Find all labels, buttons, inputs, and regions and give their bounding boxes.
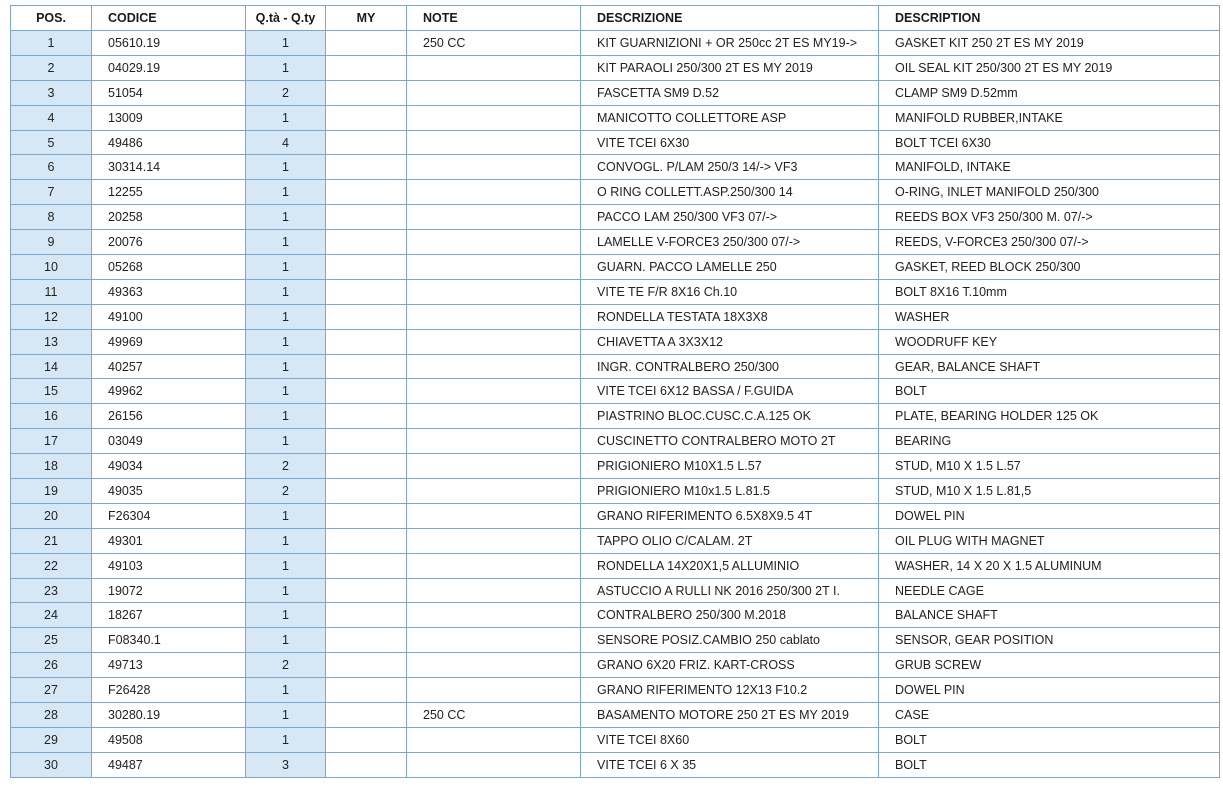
- cell-note: [407, 155, 581, 180]
- header-qty: Q.tà - Q.ty: [246, 6, 326, 31]
- cell-my: [326, 553, 407, 578]
- cell-codice: 13009: [92, 105, 246, 130]
- cell-descrizione: LAMELLE V-FORCE3 250/300 07/->: [581, 230, 879, 255]
- cell-codice: 05268: [92, 255, 246, 280]
- cell-codice: 20258: [92, 205, 246, 230]
- table-row: [11, 255, 1220, 280]
- cell-description: OIL PLUG WITH MAGNET: [879, 528, 1220, 553]
- table-row: [11, 55, 1220, 80]
- cell-codice: 05610.19: [92, 31, 246, 56]
- cell-codice: 19072: [92, 578, 246, 603]
- table-row: [11, 205, 1220, 230]
- cell-description: GEAR, BALANCE SHAFT: [879, 354, 1220, 379]
- cell-codice: F26428: [92, 678, 246, 703]
- cell-description: CASE: [879, 703, 1220, 728]
- table-row: [11, 429, 1220, 454]
- cell-descrizione: GRANO RIFERIMENTO 6.5X8X9.5 4T: [581, 503, 879, 528]
- cell-description: GASKET KIT 250 2T ES MY 2019: [879, 31, 1220, 56]
- cell-descrizione: FASCETTA SM9 D.52: [581, 80, 879, 105]
- cell-description: STUD, M10 X 1.5 L.81,5: [879, 479, 1220, 504]
- cell-codice: 49508: [92, 727, 246, 752]
- parts-table: [10, 5, 1220, 778]
- table-row: [11, 503, 1220, 528]
- cell-descrizione: CHIAVETTA A 3X3X12: [581, 329, 879, 354]
- header-row: [11, 6, 1220, 31]
- cell-codice: 49035: [92, 479, 246, 504]
- cell-pos: 17: [11, 429, 92, 454]
- cell-description: OIL SEAL KIT 250/300 2T ES MY 2019: [879, 55, 1220, 80]
- cell-my: [326, 479, 407, 504]
- cell-description: MANIFOLD, INTAKE: [879, 155, 1220, 180]
- cell-pos: 12: [11, 304, 92, 329]
- cell-description: SENSOR, GEAR POSITION: [879, 628, 1220, 653]
- cell-pos: 22: [11, 553, 92, 578]
- cell-pos: 1: [11, 31, 92, 56]
- cell-pos: 18: [11, 454, 92, 479]
- cell-description: WOODRUFF KEY: [879, 329, 1220, 354]
- cell-codice: 51054: [92, 80, 246, 105]
- table-row: [11, 230, 1220, 255]
- header-pos: POS.: [11, 6, 92, 31]
- cell-descrizione: VITE TCEI 8X60: [581, 727, 879, 752]
- cell-description: CLAMP SM9 D.52mm: [879, 80, 1220, 105]
- cell-description: PLATE, BEARING HOLDER 125 OK: [879, 404, 1220, 429]
- cell-descrizione: PIASTRINO BLOC.CUSC.C.A.125 OK: [581, 404, 879, 429]
- cell-descrizione: GRANO RIFERIMENTO 12X13 F10.2: [581, 678, 879, 703]
- cell-note: [407, 55, 581, 80]
- cell-note: [407, 80, 581, 105]
- cell-description: BOLT: [879, 727, 1220, 752]
- cell-my: [326, 379, 407, 404]
- cell-codice: 26156: [92, 404, 246, 429]
- header-note: NOTE: [407, 6, 581, 31]
- cell-my: [326, 528, 407, 553]
- cell-description: WASHER: [879, 304, 1220, 329]
- cell-note: [407, 727, 581, 752]
- cell-description: NEEDLE CAGE: [879, 578, 1220, 603]
- cell-note: [407, 205, 581, 230]
- cell-qty: 1: [246, 180, 326, 205]
- cell-pos: 2: [11, 55, 92, 80]
- cell-pos: 28: [11, 703, 92, 728]
- cell-my: [326, 329, 407, 354]
- cell-pos: 25: [11, 628, 92, 653]
- cell-note: 250 CC: [407, 703, 581, 728]
- cell-pos: 23: [11, 578, 92, 603]
- cell-note: [407, 105, 581, 130]
- cell-my: [326, 205, 407, 230]
- cell-note: [407, 130, 581, 155]
- table-body: [11, 31, 1220, 778]
- cell-pos: 4: [11, 105, 92, 130]
- cell-my: [326, 279, 407, 304]
- cell-qty: 4: [246, 130, 326, 155]
- cell-pos: 24: [11, 603, 92, 628]
- cell-description: MANIFOLD RUBBER,INTAKE: [879, 105, 1220, 130]
- cell-codice: 49100: [92, 304, 246, 329]
- cell-descrizione: TAPPO OLIO C/CALAM. 2T: [581, 528, 879, 553]
- cell-my: [326, 678, 407, 703]
- cell-pos: 7: [11, 180, 92, 205]
- cell-my: [326, 105, 407, 130]
- cell-note: [407, 628, 581, 653]
- cell-pos: 26: [11, 653, 92, 678]
- table-row: [11, 354, 1220, 379]
- cell-qty: 1: [246, 105, 326, 130]
- cell-description: BEARING: [879, 429, 1220, 454]
- cell-note: [407, 553, 581, 578]
- cell-codice: 49301: [92, 528, 246, 553]
- cell-pos: 19: [11, 479, 92, 504]
- cell-descrizione: PRIGIONIERO M10x1.5 L.81.5: [581, 479, 879, 504]
- cell-qty: 1: [246, 55, 326, 80]
- cell-codice: 04029.19: [92, 55, 246, 80]
- cell-codice: 49713: [92, 653, 246, 678]
- cell-qty: 1: [246, 727, 326, 752]
- cell-codice: 30314.14: [92, 155, 246, 180]
- table-row: [11, 155, 1220, 180]
- cell-qty: 2: [246, 479, 326, 504]
- cell-descrizione: ASTUCCIO A RULLI NK 2016 250/300 2T I.: [581, 578, 879, 603]
- cell-description: BOLT 8X16 T.10mm: [879, 279, 1220, 304]
- cell-my: [326, 255, 407, 280]
- table-row: [11, 329, 1220, 354]
- table-row: [11, 130, 1220, 155]
- cell-note: [407, 479, 581, 504]
- cell-note: [407, 180, 581, 205]
- cell-qty: 1: [246, 429, 326, 454]
- cell-description: BOLT: [879, 379, 1220, 404]
- cell-qty: 2: [246, 454, 326, 479]
- cell-my: [326, 454, 407, 479]
- cell-codice: 49962: [92, 379, 246, 404]
- cell-pos: 6: [11, 155, 92, 180]
- cell-descrizione: CONTRALBERO 250/300 M.2018: [581, 603, 879, 628]
- cell-qty: 1: [246, 329, 326, 354]
- cell-pos: 5: [11, 130, 92, 155]
- table-row: [11, 80, 1220, 105]
- cell-codice: F08340.1: [92, 628, 246, 653]
- cell-qty: 1: [246, 354, 326, 379]
- cell-description: STUD, M10 X 1.5 L.57: [879, 454, 1220, 479]
- cell-pos: 11: [11, 279, 92, 304]
- cell-description: BOLT TCEI 6X30: [879, 130, 1220, 155]
- cell-note: [407, 329, 581, 354]
- cell-my: [326, 55, 407, 80]
- cell-description: DOWEL PIN: [879, 678, 1220, 703]
- cell-description: BALANCE SHAFT: [879, 603, 1220, 628]
- cell-my: [326, 703, 407, 728]
- table-row: [11, 653, 1220, 678]
- cell-note: [407, 454, 581, 479]
- cell-qty: 3: [246, 752, 326, 777]
- cell-descrizione: VITE TE F/R 8X16 Ch.10: [581, 279, 879, 304]
- cell-qty: 1: [246, 578, 326, 603]
- header-codice: CODICE: [92, 6, 246, 31]
- cell-description: BOLT: [879, 752, 1220, 777]
- cell-descrizione: VITE TCEI 6 X 35: [581, 752, 879, 777]
- cell-descrizione: CUSCINETTO CONTRALBERO MOTO 2T: [581, 429, 879, 454]
- cell-qty: 1: [246, 628, 326, 653]
- cell-description: WASHER, 14 X 20 X 1.5 ALUMINUM: [879, 553, 1220, 578]
- cell-note: [407, 578, 581, 603]
- cell-qty: 2: [246, 80, 326, 105]
- cell-qty: 1: [246, 703, 326, 728]
- cell-my: [326, 155, 407, 180]
- cell-pos: 16: [11, 404, 92, 429]
- cell-my: [326, 304, 407, 329]
- cell-my: [326, 503, 407, 528]
- cell-qty: 1: [246, 255, 326, 280]
- table-row: [11, 105, 1220, 130]
- cell-descrizione: O RING COLLETT.ASP.250/300 14: [581, 180, 879, 205]
- cell-qty: 1: [246, 304, 326, 329]
- cell-pos: 20: [11, 503, 92, 528]
- cell-note: [407, 653, 581, 678]
- cell-my: [326, 230, 407, 255]
- cell-note: [407, 503, 581, 528]
- header-descrizione: DESCRIZIONE: [581, 6, 879, 31]
- cell-pos: 21: [11, 528, 92, 553]
- cell-qty: 1: [246, 31, 326, 56]
- cell-descrizione: CONVOGL. P/LAM 250/3 14/-> VF3: [581, 155, 879, 180]
- cell-descrizione: INGR. CONTRALBERO 250/300: [581, 354, 879, 379]
- cell-pos: 10: [11, 255, 92, 280]
- cell-codice: 49486: [92, 130, 246, 155]
- cell-description: DOWEL PIN: [879, 503, 1220, 528]
- table-row: [11, 603, 1220, 628]
- cell-note: [407, 279, 581, 304]
- cell-codice: 40257: [92, 354, 246, 379]
- cell-codice: 03049: [92, 429, 246, 454]
- cell-description: REEDS, V-FORCE3 250/300 07/->: [879, 230, 1220, 255]
- cell-my: [326, 180, 407, 205]
- cell-description: GASKET, REED BLOCK 250/300: [879, 255, 1220, 280]
- cell-qty: 1: [246, 379, 326, 404]
- cell-my: [326, 628, 407, 653]
- cell-my: [326, 429, 407, 454]
- cell-note: [407, 528, 581, 553]
- cell-my: [326, 752, 407, 777]
- cell-note: [407, 603, 581, 628]
- cell-qty: 1: [246, 553, 326, 578]
- cell-my: [326, 603, 407, 628]
- cell-my: [326, 727, 407, 752]
- table-row: [11, 31, 1220, 56]
- table-row: [11, 304, 1220, 329]
- cell-descrizione: VITE TCEI 6X30: [581, 130, 879, 155]
- table-row: [11, 479, 1220, 504]
- table-row: [11, 727, 1220, 752]
- cell-descrizione: PACCO LAM 250/300 VF3 07/->: [581, 205, 879, 230]
- cell-pos: 9: [11, 230, 92, 255]
- cell-my: [326, 653, 407, 678]
- cell-descrizione: RONDELLA 14X20X1,5 ALLUMINIO: [581, 553, 879, 578]
- cell-codice: 30280.19: [92, 703, 246, 728]
- cell-note: [407, 379, 581, 404]
- table-row: [11, 528, 1220, 553]
- cell-descrizione: KIT GUARNIZIONI + OR 250cc 2T ES MY19->: [581, 31, 879, 56]
- cell-descrizione: RONDELLA TESTATA 18X3X8: [581, 304, 879, 329]
- cell-descrizione: SENSORE POSIZ.CAMBIO 250 cablato: [581, 628, 879, 653]
- parts-table-container: [10, 5, 1220, 778]
- cell-codice: F26304: [92, 503, 246, 528]
- cell-pos: 13: [11, 329, 92, 354]
- cell-note: [407, 354, 581, 379]
- cell-descrizione: VITE TCEI 6X12 BASSA / F.GUIDA: [581, 379, 879, 404]
- cell-description: GRUB SCREW: [879, 653, 1220, 678]
- cell-qty: 1: [246, 404, 326, 429]
- table-row: [11, 578, 1220, 603]
- cell-qty: 1: [246, 205, 326, 230]
- table-row: [11, 279, 1220, 304]
- cell-pos: 30: [11, 752, 92, 777]
- cell-note: [407, 230, 581, 255]
- cell-qty: 1: [246, 603, 326, 628]
- cell-my: [326, 354, 407, 379]
- cell-qty: 1: [246, 230, 326, 255]
- cell-my: [326, 130, 407, 155]
- cell-my: [326, 578, 407, 603]
- cell-codice: 20076: [92, 230, 246, 255]
- cell-codice: 49969: [92, 329, 246, 354]
- cell-note: [407, 255, 581, 280]
- cell-codice: 49363: [92, 279, 246, 304]
- cell-note: [407, 678, 581, 703]
- cell-pos: 27: [11, 678, 92, 703]
- cell-codice: 49487: [92, 752, 246, 777]
- table-row: [11, 379, 1220, 404]
- cell-qty: 1: [246, 678, 326, 703]
- cell-my: [326, 80, 407, 105]
- cell-pos: 14: [11, 354, 92, 379]
- table-row: [11, 180, 1220, 205]
- cell-codice: 12255: [92, 180, 246, 205]
- cell-qty: 1: [246, 528, 326, 553]
- table-row: [11, 404, 1220, 429]
- cell-descrizione: GUARN. PACCO LAMELLE 250: [581, 255, 879, 280]
- table-row: [11, 703, 1220, 728]
- table-row: [11, 454, 1220, 479]
- table-row: [11, 628, 1220, 653]
- table-row: [11, 678, 1220, 703]
- cell-note: [407, 404, 581, 429]
- cell-qty: 1: [246, 279, 326, 304]
- cell-qty: 1: [246, 503, 326, 528]
- cell-codice: 49034: [92, 454, 246, 479]
- header-my: MY: [326, 6, 407, 31]
- cell-pos: 15: [11, 379, 92, 404]
- table-row: [11, 752, 1220, 777]
- table-row: [11, 553, 1220, 578]
- cell-my: [326, 404, 407, 429]
- cell-note: [407, 304, 581, 329]
- cell-qty: 1: [246, 155, 326, 180]
- header-description: DESCRIPTION: [879, 6, 1220, 31]
- cell-descrizione: PRIGIONIERO M10X1.5 L.57: [581, 454, 879, 479]
- cell-pos: 8: [11, 205, 92, 230]
- cell-description: O-RING, INLET MANIFOLD 250/300: [879, 180, 1220, 205]
- cell-description: REEDS BOX VF3 250/300 M. 07/->: [879, 205, 1220, 230]
- cell-note: [407, 752, 581, 777]
- cell-note: 250 CC: [407, 31, 581, 56]
- cell-descrizione: GRANO 6X20 FRIZ. KART-CROSS: [581, 653, 879, 678]
- cell-descrizione: MANICOTTO COLLETTORE ASP: [581, 105, 879, 130]
- cell-codice: 49103: [92, 553, 246, 578]
- cell-note: [407, 429, 581, 454]
- cell-descrizione: KIT PARAOLI 250/300 2T ES MY 2019: [581, 55, 879, 80]
- cell-pos: 3: [11, 80, 92, 105]
- cell-codice: 18267: [92, 603, 246, 628]
- cell-descrizione: BASAMENTO MOTORE 250 2T ES MY 2019: [581, 703, 879, 728]
- cell-my: [326, 31, 407, 56]
- cell-qty: 2: [246, 653, 326, 678]
- cell-pos: 29: [11, 727, 92, 752]
